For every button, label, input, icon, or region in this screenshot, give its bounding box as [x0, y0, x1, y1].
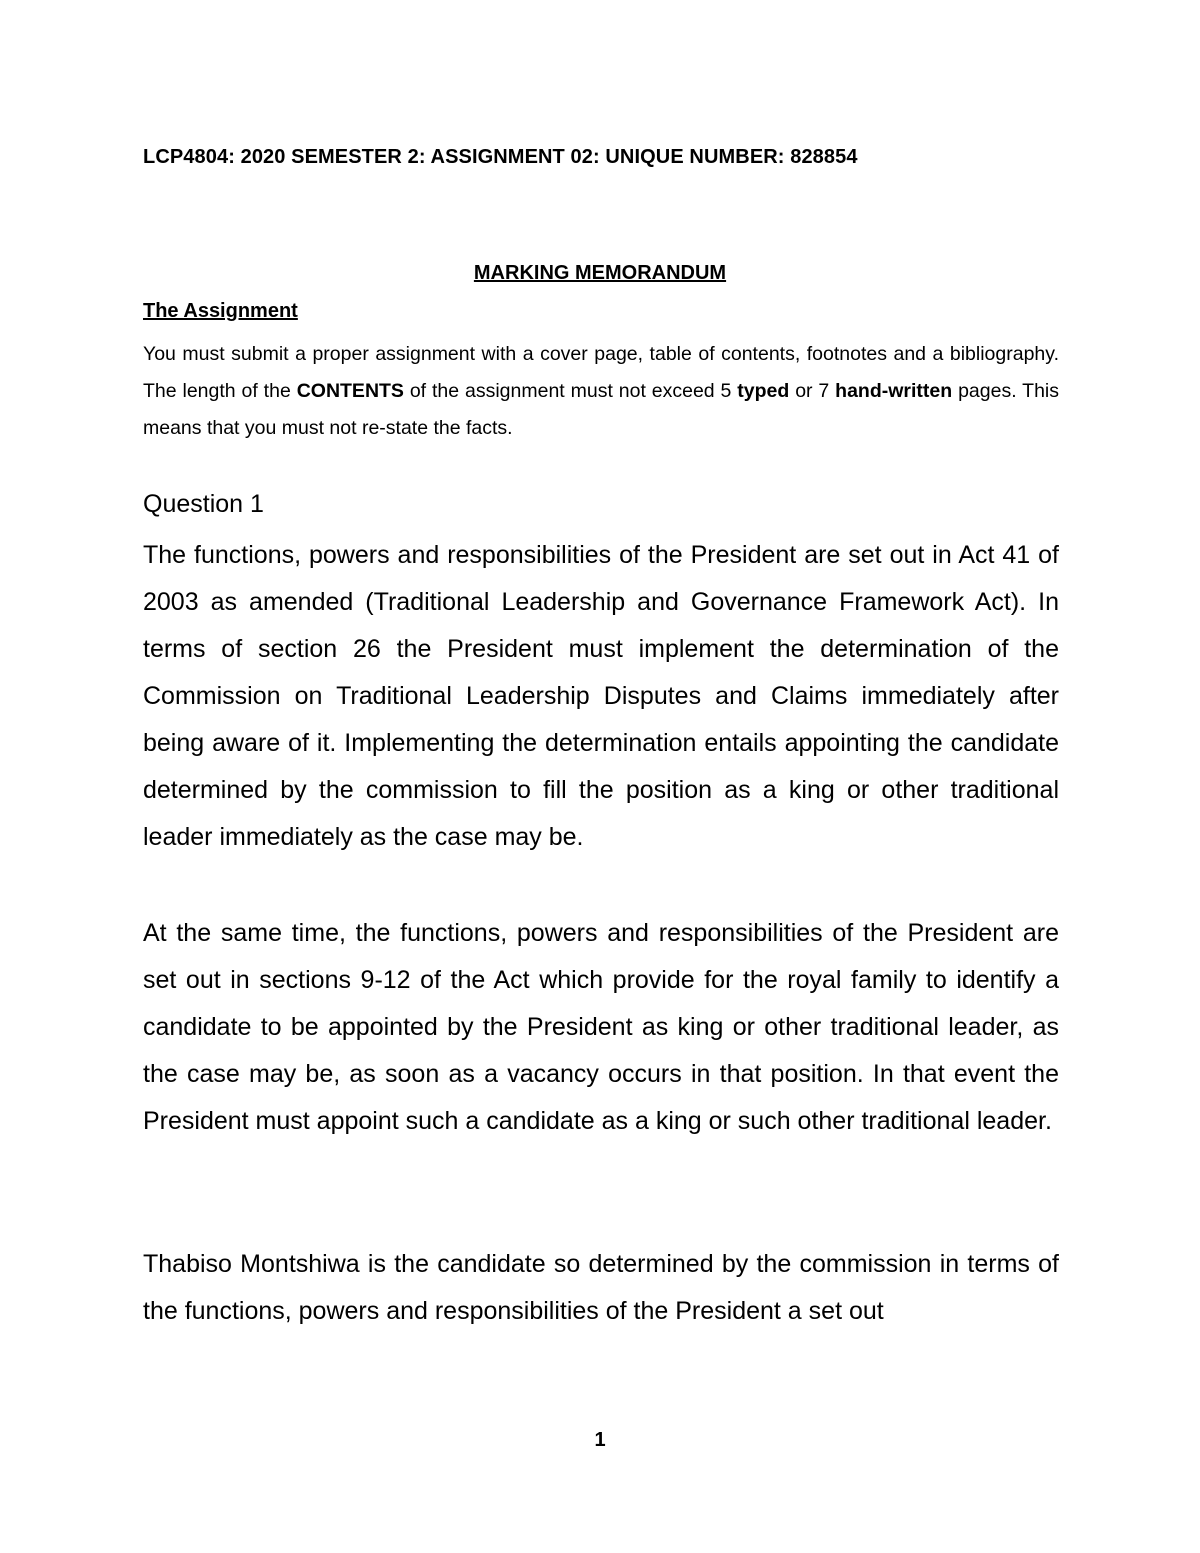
paragraph-3: Thabiso Montshiwa is the candidate so determined by the commission in terms of the functions, powers and responsibilities of the President a set out [143, 1250, 1059, 1325]
instructions-typed-bold: typed [737, 380, 790, 402]
assignment-title: LCP4804: 2020 SEMESTER 2: ASSIGNMENT 02: UNIQUE NUMBER: 828854 [143, 146, 858, 168]
paragraph-2: At the same time, the functions, powers and responsibilities of the President are set out in sections 9-12 of the Act which provide for the royal family to identify a candidate to be appointed by the President as king or other traditional leader, as the case may be, as soon as a vacancy occurs in that position. In that event the President must appoint such a candidate as a king or such other traditional leader. [143, 919, 1059, 1135]
instructions-contents-bold: CONTENTS [296, 380, 404, 402]
page-number: 1 [594, 1429, 606, 1451]
section-heading-assignment: The Assignment [143, 300, 298, 322]
question-heading: Question 1 [143, 490, 264, 518]
instructions-text-1: You must submit a proper assignment with a cover page, table of contents, footnotes and a bibliography. The length of the [143, 343, 1059, 402]
instructions-text-4: pages. This means that you must not re-state the facts. [143, 380, 1059, 439]
memorandum-title: MARKING MEMORANDUM [473, 262, 727, 284]
instructions-text-2: of the assignment must not exceed 5 [403, 380, 738, 402]
instructions-text-3: or 7 [789, 380, 836, 402]
instructions-handwritten-bold: hand-written [835, 380, 953, 402]
assignment-instructions [143, 336, 1059, 447]
paragraph-1: The functions, powers and responsibilities of the President are set out in Act 41 of 2003 as amended (Traditional Leadership and Governance Framework Act). In terms of section 26 the President must implement the determination of the Commission on Traditional Leadership Disputes and Claims immediately after being aware of it. Implementing the determination entails appointing the candidate determined by the commission to fill the position as a king or other traditional leader immediately as the case may be. [143, 541, 1059, 851]
